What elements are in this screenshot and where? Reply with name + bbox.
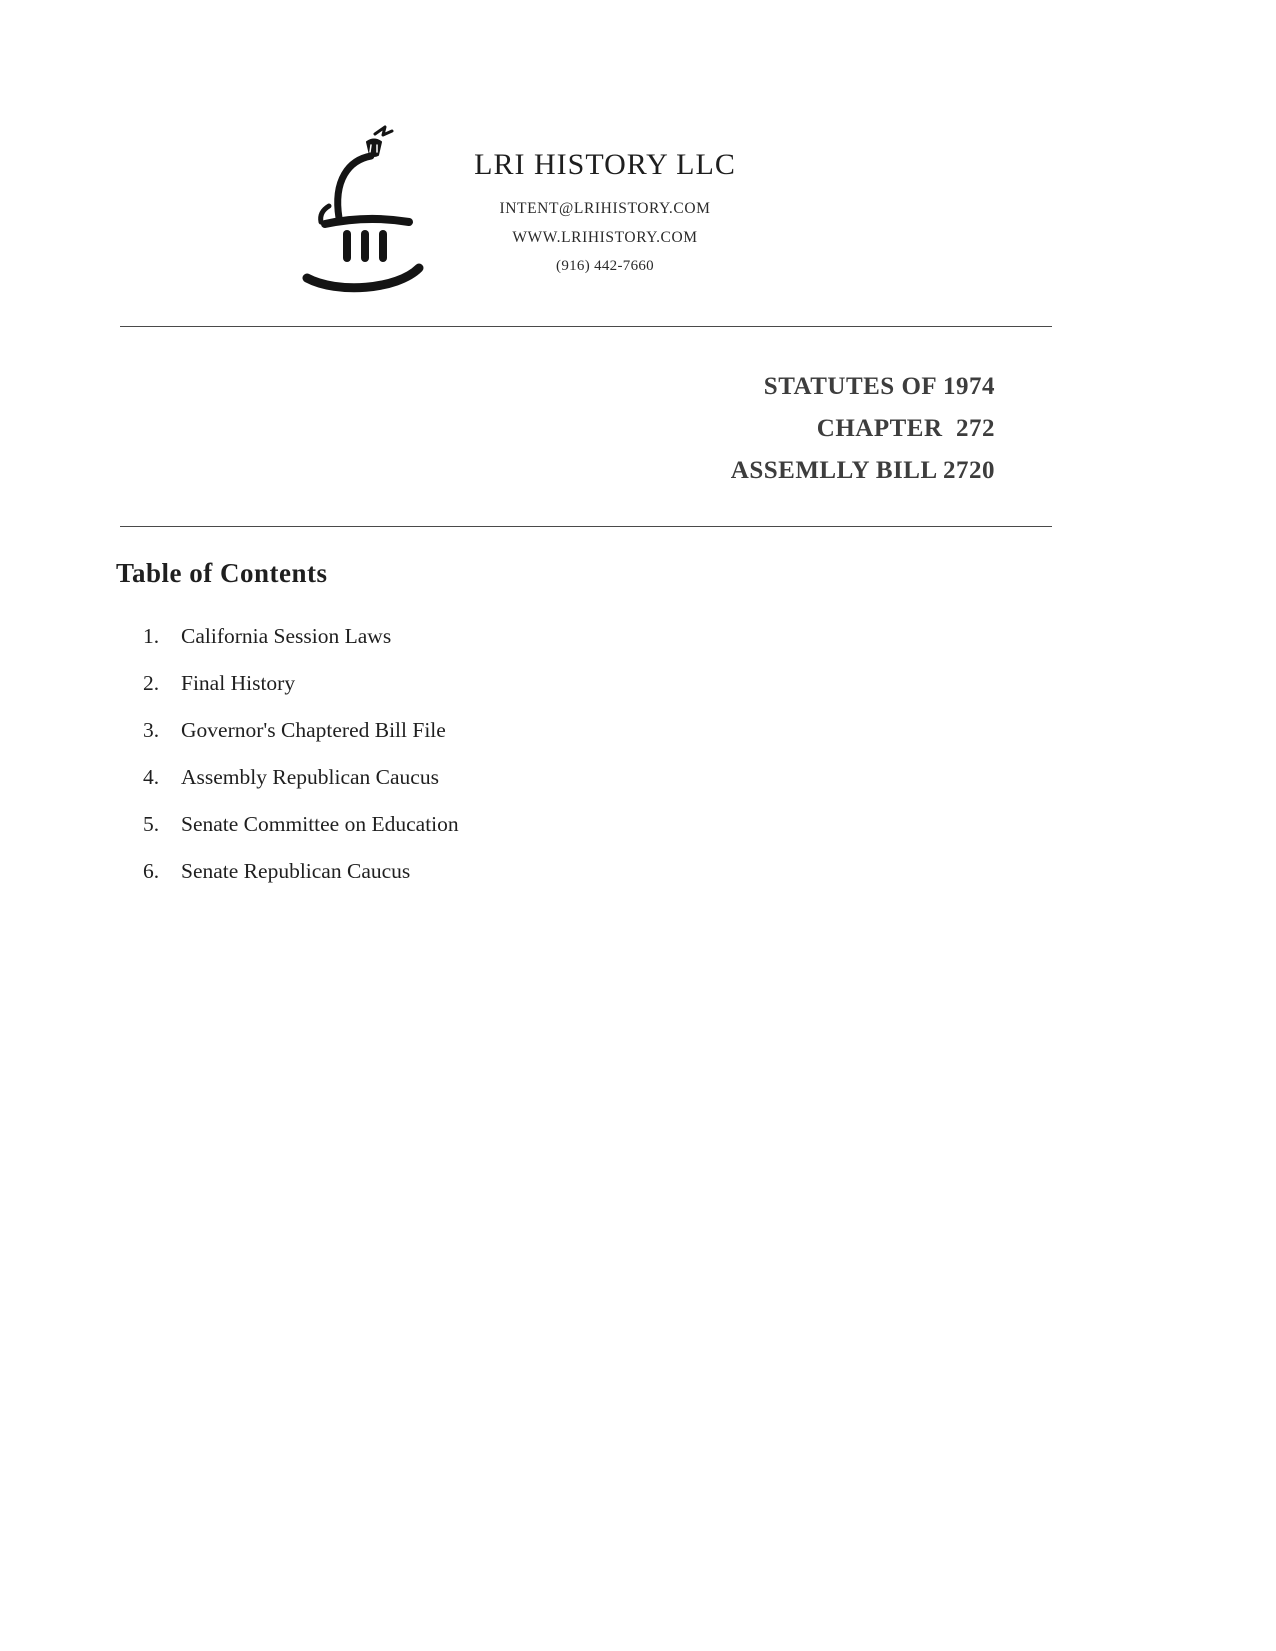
company-email: INTENT@LRIHISTORY.COM — [499, 200, 711, 217]
company-name: LRI HISTORY LLC — [474, 148, 736, 181]
toc-heading: Table of Contents — [116, 558, 328, 588]
company-website: WWW.LRIHISTORY.COM — [512, 229, 698, 246]
toc-item-label: Governor's Chaptered Bill File — [181, 718, 446, 742]
capitol-dome-icon — [295, 118, 445, 298]
toc-item — [143, 859, 843, 906]
divider-bottom — [120, 526, 1052, 527]
statutes-line: STATUTES OF 1974 — [763, 373, 995, 400]
toc-item-label: Final History — [181, 671, 296, 695]
toc-list — [143, 624, 843, 906]
toc-item — [143, 718, 843, 765]
toc-item — [143, 671, 843, 718]
capitol-logo — [295, 118, 445, 298]
company-contact — [455, 194, 755, 281]
letterhead — [455, 148, 755, 281]
toc-item-number: 2. — [143, 671, 160, 695]
toc-item-number: 3. — [143, 718, 160, 742]
toc-item-number: 5. — [143, 812, 160, 836]
toc-item-number: 1. — [143, 624, 160, 648]
toc-item — [143, 765, 843, 812]
statute-title-block — [400, 366, 995, 492]
toc-item-number: 6. — [143, 859, 160, 883]
toc-item — [143, 624, 843, 671]
company-phone: (916) 442-7660 — [556, 258, 654, 274]
toc-item-label: Senate Committee on Education — [181, 812, 459, 836]
toc-item-number: 4. — [143, 765, 160, 789]
toc-item-label: California Session Laws — [181, 624, 392, 648]
bill-line: ASSEMLLY BILL 2720 — [730, 457, 995, 484]
toc-item-label: Assembly Republican Caucus — [181, 765, 439, 789]
divider-top — [120, 326, 1052, 327]
toc-item — [143, 812, 843, 859]
toc-item-label: Senate Republican Caucus — [181, 859, 411, 883]
chapter-line: CHAPTER 272 — [816, 415, 995, 442]
